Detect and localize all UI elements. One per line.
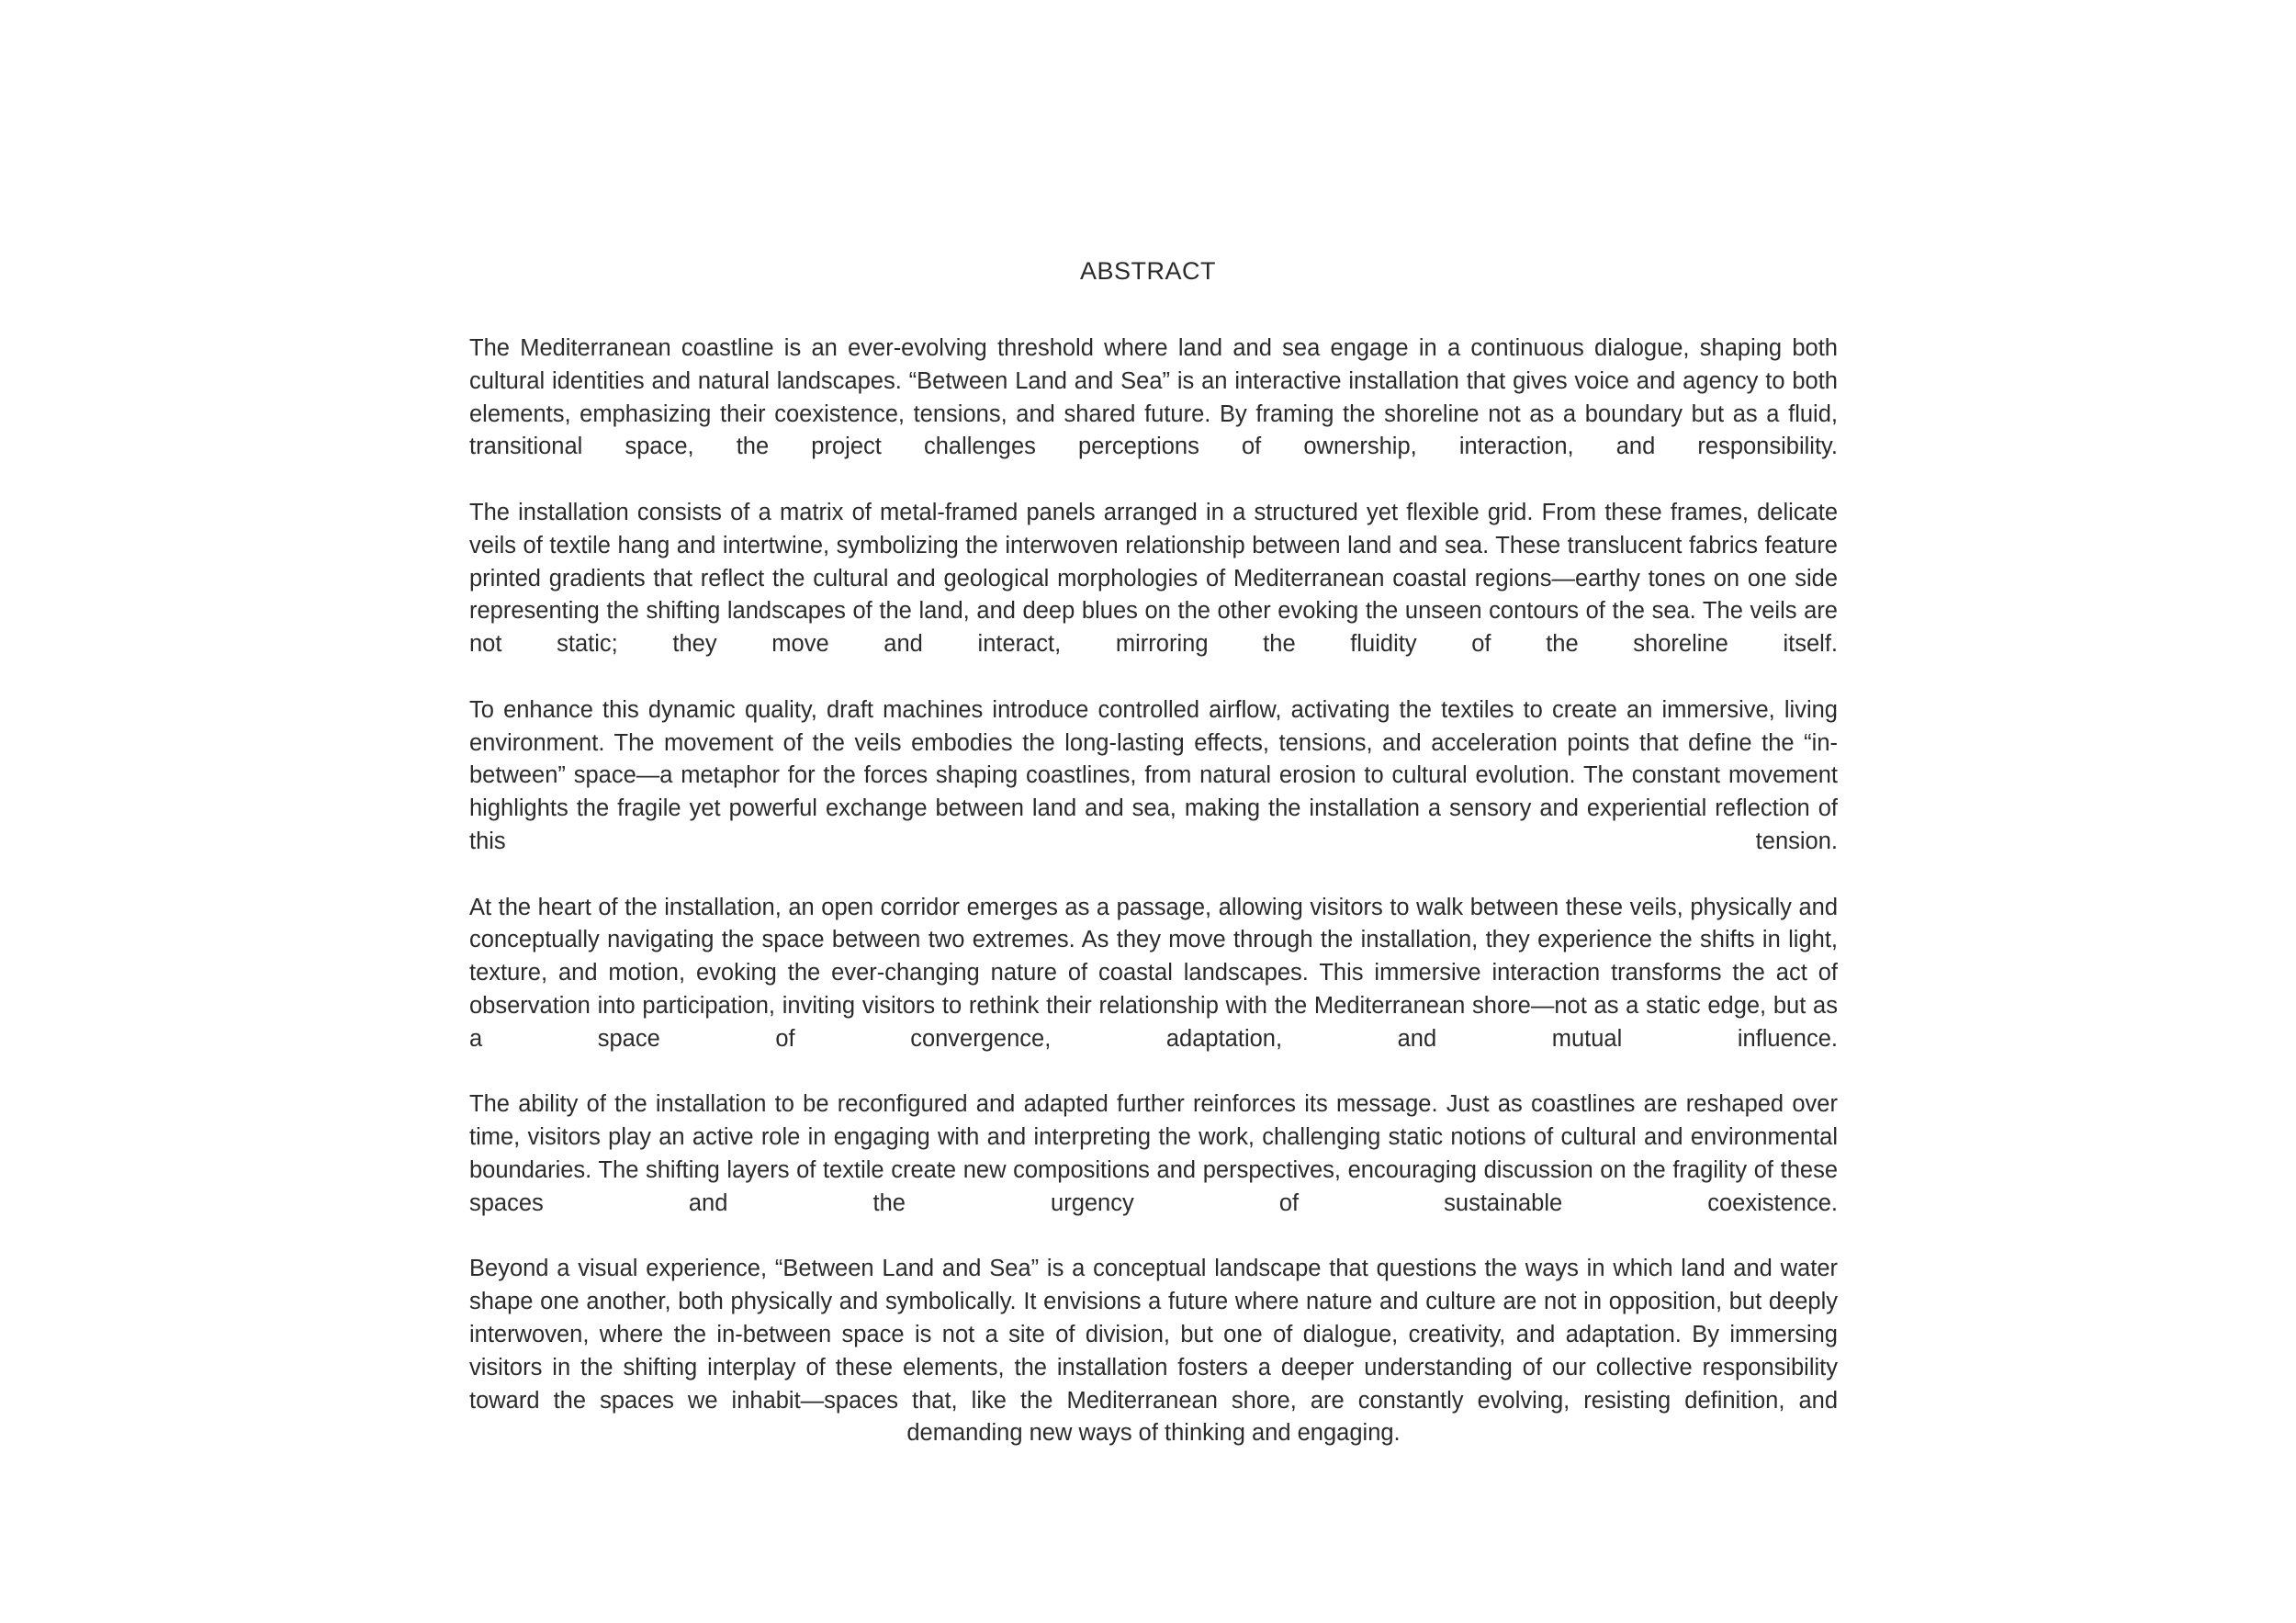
- abstract-paragraph-2: The installation consists of a matrix of metal-framed panels arranged in a structured yet flexible grid. From these frames, delicate veils of textile hang and intertwine, symbolizing the interwoven relationship between land and sea. These translucent fabrics feature printed gradients that reflect the cultural and geological morphologies of Mediterranean coastal regions—earthy tones on one side representing the shifting landscapes of the land, and deep blues on the other evoking the unseen contours of the sea. The veils are not static; they move and interact, mirroring the fluidity of the shoreline itself.: [469, 499, 1838, 658]
- abstract-heading: ABSTRACT: [1079, 257, 1217, 285]
- abstract-paragraph-3: To enhance this dynamic quality, draft machines introduce controlled airflow, activating the textiles to create an immersive, living environment. The movement of the veils embodies the long-lasting effects, tensions, and acceleration points that define the “in-between” space—a metaphor for the forces shaping coastlines, from natural erosion to cultural evolution. The constant movement highlights the fragile yet powerful exchange between land and sea, making the installation a sensory and experiential reflection of this tension.: [469, 696, 1838, 854]
- abstract-paragraph-6: Beyond a visual experience, “Between Land and Sea” is a conceptual landscape that questions the ways in which land and water shape one another, both physically and symbolically. It envisions a future where nature and culture are not in opposition, but deeply interwoven, where the in-between space is not a site of division, but one of dialogue, creativity, and adaptation. By immersing visitors in the shifting interplay of these elements, the installation fosters a deeper understanding of our collective responsibility toward the spaces we inhabit—spaces that, like the Mediterranean shore, are constantly evolving, resisting definition, and demanding new ways of thinking and engaging.: [469, 1256, 1838, 1447]
- abstract-paragraph-5: The ability of the installation to be reconfigured and adapted further reinforces its message. Just as coastlines are reshaped over time, visitors play an active role in engaging with and interpreting the work, challenging static notions of cultural and environmental boundaries. The shifting layers of textile create new compositions and perspectives, encouraging discussion on the fragility of these spaces and the urgency of sustainable coexistence.: [469, 1091, 1838, 1216]
- abstract-body: [469, 332, 1838, 1450]
- abstract-paragraph-4: At the heart of the installation, an open corridor emerges as a passage, allowing visitors to walk between these veils, physically and conceptually navigating the space between two extremes. As they move through the installation, they experience the shifts in light, texture, and motion, evoking the ever-changing nature of coastal landscapes. This immersive interaction transforms the act of observation into participation, inviting visitors to rethink their relationship with the Mediterranean shore—not as a static edge, but as a space of convergence, adaptation, and mutual influence.: [469, 894, 1838, 1052]
- abstract-paragraph-1: The Mediterranean coastline is an ever-evolving threshold where land and sea engage in a continuous dialogue, shaping both cultural identities and natural landscapes. “Between Land and Sea” is an interactive installation that gives voice and agency to both elements, emphasizing their coexistence, tensions, and shared future. By framing the shoreline not as a boundary but as a fluid, transitional space, the project challenges perceptions of ownership, interaction, and responsibility.: [469, 335, 1838, 460]
